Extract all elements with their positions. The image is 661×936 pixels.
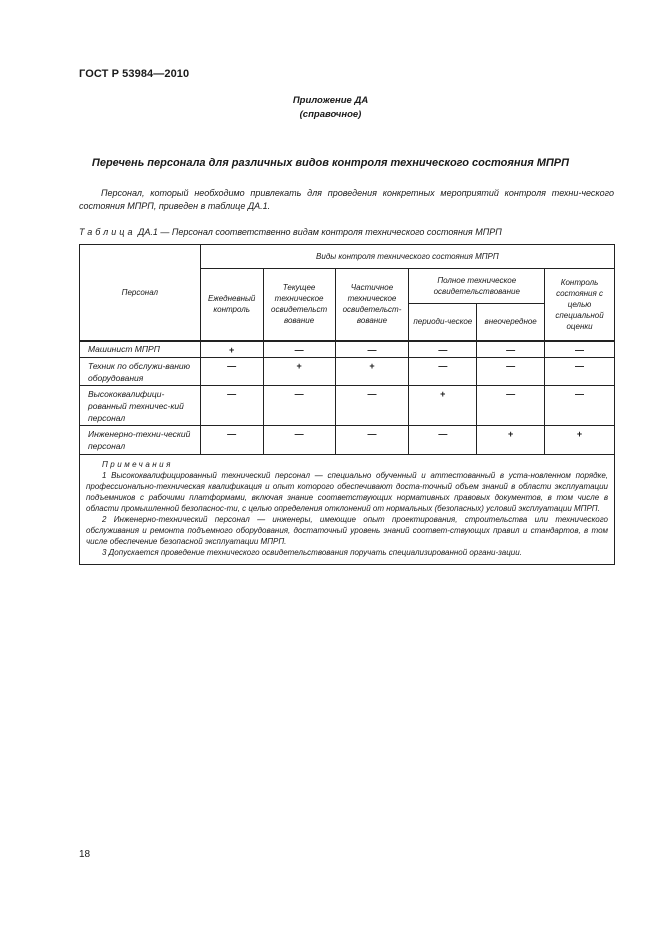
cell-special: — [545,386,615,426]
appendix-title: Приложение ДА [292,95,369,106]
cell-daily: — [200,358,263,386]
cell-full-extra: — [477,358,545,386]
notes-title: Примечания [102,460,173,469]
header-full: Полное техническое освидетельствование [409,269,545,304]
table-caption-prefix: Таблица [79,227,136,237]
cell-daily: — [200,426,263,455]
note-2: 2 Инженерно-технический персонал — инженеры, имеющие опыт проектирования, строительства или технического обслуживания и ремонта подъемного оборудования, достаточный уровень знаний соответ-ствующих правил и стандартов, в том числе обеспечение безопасной эксплуатации МПРП. [86,515,608,546]
cell-full-extra: + [477,426,545,455]
page-number: 18 [79,849,91,860]
cell-partial: — [335,426,409,455]
header-partial: Частичное техническое освидетельст-вование [335,269,409,341]
table-row [80,341,615,358]
table-row [80,426,615,455]
header-daily: Ежедневный контроль [200,269,263,341]
row-personnel-name: Инженерно-техни-ческий персонал [80,426,201,455]
personnel-table [79,244,615,565]
table-caption-text: ДА.1 — Персонал соответственно видам контроля технического состояния МПРП [135,227,502,237]
row-personnel-name: Высококвалифици-рованный техничес-кий персонал [80,386,201,426]
cell-special: — [545,341,615,358]
table-row [80,358,615,386]
table-row [80,386,615,426]
section-title: Перечень персонала для различных видов контроля технического состояния МПРП [91,157,570,169]
appendix-label [0,94,661,122]
table-caption [79,227,502,237]
header-full-extra: внеочередное [477,304,545,341]
header-personnel: Персонал [80,245,201,341]
note-1: 1 Высококвалифицированный технический персонал — специально обученный и аттестованный в уста-новленном порядке, профессионально-техническая квалификация и опыт которого обеспечивают доста-точный объем знаний в области эксплуатации подъемников с рабочими платформами, включая знание соответствующих нормативных правовых документов, в том числе в области промышленной безопаснос-ти, с целью определения отклонений от нормальных (безопасных) условий эксплуатации МПРП. [86,471,608,513]
notes-row [80,455,615,565]
intro-paragraph: Персонал, который необходимо привлекать для проведения конкретных мероприятий контроля техни-ческого состояния МПРП, приведен в таблице ДА.1. [79,188,614,211]
row-personnel-name: Машинист МПРП [80,341,201,358]
cell-full-periodic: — [409,426,477,455]
cell-current: — [263,341,335,358]
table-notes [80,455,615,565]
cell-partial: + [335,358,409,386]
cell-daily: + [200,341,263,358]
cell-full-periodic: — [409,341,477,358]
cell-current: + [263,358,335,386]
note-3: 3 Допускается проведение технического освидетельствования поручать специализированной органи-зации. [102,548,522,557]
cell-partial: — [335,386,409,426]
cell-special: + [545,426,615,455]
header-inspection-types: Виды контроля технического состояния МПРП [200,245,614,269]
header-full-periodic: периоди-ческое [409,304,477,341]
header-current: Текущее техническое освидетельст вование [263,269,335,341]
cell-special: — [545,358,615,386]
cell-partial: — [335,341,409,358]
cell-current: — [263,426,335,455]
appendix-type: (справочное) [299,109,362,120]
header-special: Контроль состояния с целью специальной оценки [545,269,615,341]
cell-current: — [263,386,335,426]
cell-full-periodic: + [409,386,477,426]
cell-full-extra: — [477,386,545,426]
cell-daily: — [200,386,263,426]
document-header: ГОСТ Р 53984—2010 [79,68,190,80]
row-personnel-name: Техник по обслужи-ванию оборудования [80,358,201,386]
cell-full-periodic: — [409,358,477,386]
cell-full-extra: — [477,341,545,358]
